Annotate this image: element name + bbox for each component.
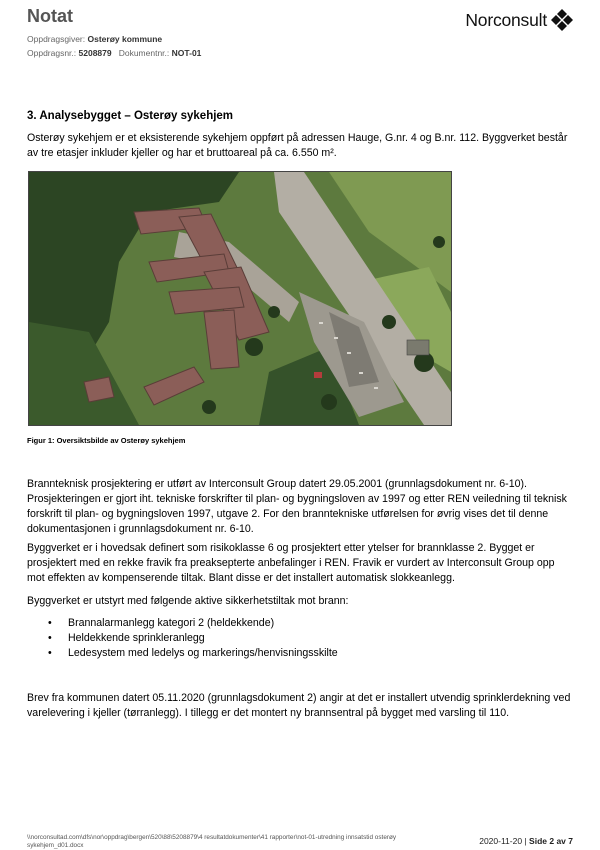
body-paragraph-2: Byggverket er i hovedsak definert som risikoklasse 6 og prosjektert etter ytelser for brannklasse 2. Bygget er prosjektert med en rekke fravik fra preaksepterte anbefalinger i REN. Fravik er vurdert av Interconsult Group opp mot effekten av kompenserende tiltak. Blant disse er det installert automatisk slokkeanlegg. bbox=[27, 542, 555, 584]
document-number-label: Dokumentnr.: bbox=[118, 48, 170, 58]
client-label: Oppdragsgiver: bbox=[27, 34, 86, 44]
list-item bbox=[48, 646, 338, 661]
footer-date: 2020-11-20 bbox=[479, 836, 523, 846]
body-paragraph-1: Brannteknisk prosjektering er utført av Interconsult Group datert 29.05.2001 (grunnlagsdokument nr. 6-10). Prosjekteringen er gjort iht. tekniske forskrifter til plan- og bygningsloven av 1997 og etter REN veiledning til teknisk forskrift til plan- og bygningsloven 1997, utgave 2. For den branntekniske utførelsen for øvrig vises det til denne dokumentasjonen i grunnlagsdokument nr. 6-10. bbox=[27, 478, 567, 535]
project-number-label: Oppdragsnr.: bbox=[27, 48, 77, 58]
diamond-logo-icon bbox=[551, 9, 573, 31]
logo-text: Norconsult bbox=[465, 9, 547, 30]
section-heading: 3. Analysebygget – Osterøy sykehjem bbox=[27, 110, 234, 122]
list-item-text: Brannalarmanlegg kategori 2 (heldekkende) bbox=[68, 617, 275, 629]
document-type-title: Notat bbox=[27, 6, 73, 26]
footer-separator: | bbox=[524, 836, 527, 846]
figure-caption: Figur 1: Oversiktsbilde av Osterøy sykehjem bbox=[27, 436, 186, 445]
list-item bbox=[48, 631, 338, 646]
document-numbers-line bbox=[27, 48, 201, 58]
body-paragraph-3: Byggverket er utstyrt med følgende aktive sikkerhetstiltak mot brann: bbox=[27, 595, 349, 607]
list-item bbox=[48, 616, 338, 631]
project-number-value: 5208879 bbox=[78, 48, 112, 58]
bullet-icon: • bbox=[48, 647, 52, 659]
list-item-text: Heldekkende sprinkleranlegg bbox=[68, 632, 205, 644]
aerial-photo-illustration bbox=[29, 172, 451, 425]
footer-date-page bbox=[479, 836, 573, 846]
page-number: Side 2 av 7 bbox=[529, 836, 573, 846]
safety-measures-list bbox=[48, 616, 338, 661]
footer-file-path: \\norconsultad.com\dfs\nor\oppdrag\bergen\520\88\5208879\4 resultatdokumenter\41 rapporter\not-01-utredning innsatstid osterøy sykehjem_d01.docx bbox=[27, 834, 397, 849]
bullet-icon: • bbox=[48, 632, 52, 644]
aerial-photo bbox=[28, 171, 452, 426]
document-number-value: NOT-01 bbox=[171, 48, 202, 58]
document-header bbox=[27, 6, 573, 66]
list-item-text: Ledesystem med ledelys og markerings/henvisningsskilte bbox=[68, 647, 338, 659]
client-line bbox=[27, 34, 162, 44]
body-paragraph-4: Brev fra kommunen datert 05.11.2020 (grunnlagsdokument 2) angir at det er installert utvendig sprinklerdekning ved varelevering i kjeller (tørranlegg). I tillegg er det montert ny brannsentral på bygget med varsling til 110. bbox=[27, 692, 571, 719]
bullet-icon: • bbox=[48, 617, 52, 629]
client-value: Osterøy kommune bbox=[87, 34, 163, 44]
intro-paragraph: Osterøy sykehjem er et eksisterende sykehjem oppført på adressen Hauge, G.nr. 4 og B.nr. 112. Byggverket består av tre etasjer inkluder kjeller og har et bruttoareal på ca. 6.550 m². bbox=[27, 132, 568, 159]
norconsult-logo bbox=[465, 8, 573, 32]
